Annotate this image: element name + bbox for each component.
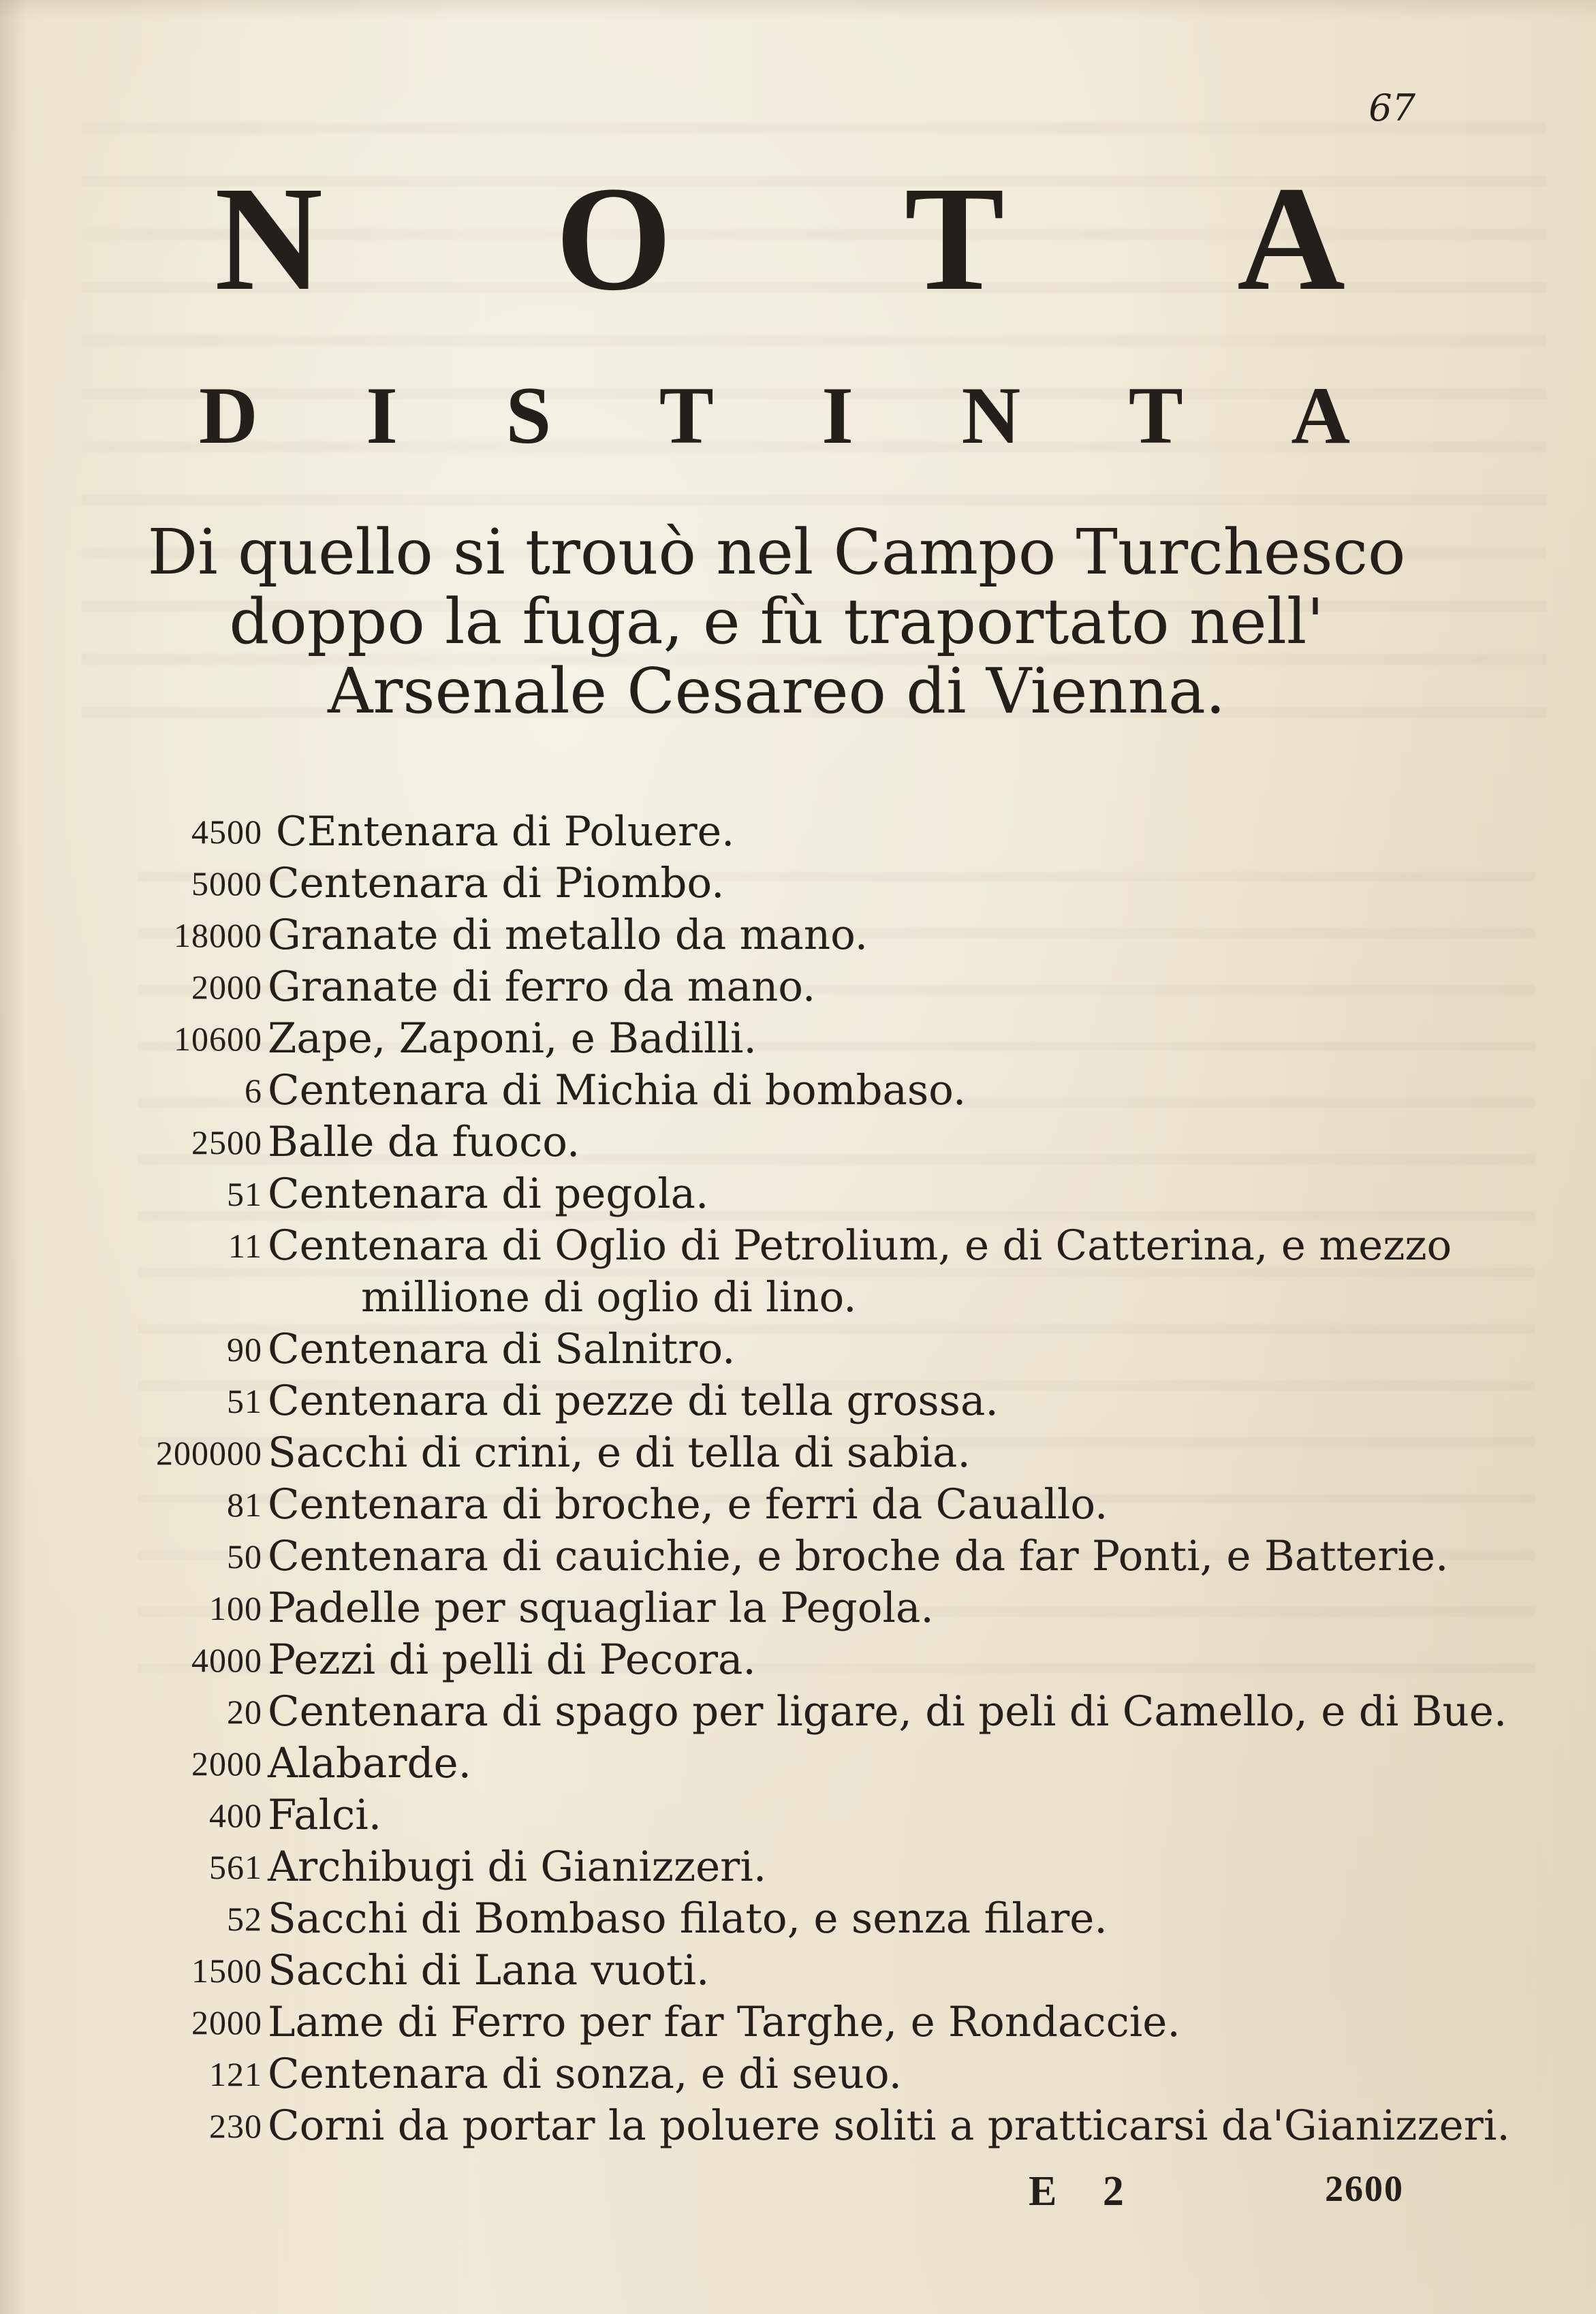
top-edge-shadow <box>0 0 1596 19</box>
quantity: 18000 <box>174 916 262 954</box>
quantity: 100 <box>209 1589 262 1627</box>
item-description: Centenara di sonza, e di seuo. <box>268 2050 902 2098</box>
quantity: 81 <box>227 1486 262 1524</box>
item-description: Pezzi di pelli di Pecora. <box>268 1636 756 1684</box>
quantity: 2000 <box>191 1745 262 1783</box>
inventory-entry <box>0 1172 1596 1222</box>
quantity: 51 <box>227 1175 262 1213</box>
title-distinta <box>199 370 1350 460</box>
subtitle-letter: D <box>199 370 258 460</box>
inventory-entry <box>0 1430 1596 1481</box>
inventory-entry <box>0 1793 1596 1843</box>
inventory-entry <box>0 2000 1596 2050</box>
quantity: 4500 <box>191 813 262 851</box>
inventory-entry <box>0 1016 1596 1067</box>
inventory-entry <box>0 1534 1596 1584</box>
subtitle-letter: I <box>822 370 854 460</box>
item-description-continued: millione di oglio di lino. <box>361 1273 857 1322</box>
subtitle-letter: T <box>1128 370 1183 460</box>
quantity: 4000 <box>191 1641 262 1679</box>
item-description: Padelle per squagliar la Pegola. <box>268 1584 934 1632</box>
inventory-entry <box>0 1379 1596 1429</box>
item-description: Sacchi di Bombaso filato, e senza filare. <box>268 1894 1108 1943</box>
subtitle-letter: A <box>1291 370 1350 460</box>
document-description <box>102 518 1451 726</box>
quantity: 200000 <box>156 1434 262 1472</box>
inventory-entry <box>0 2101 1596 2154</box>
catchword: 2600 <box>1325 2168 1404 2209</box>
printer-signature: E 2 <box>1029 2168 1142 2215</box>
inventory-entry <box>0 1689 1596 1740</box>
title-letter: N <box>215 155 323 322</box>
title-letter: O <box>555 155 672 322</box>
description-line: doppo la fuga, e fù traportato nell' <box>229 585 1324 658</box>
subtitle-letter: S <box>505 370 552 460</box>
page-number: 67 <box>1368 87 1415 129</box>
quantity: 2000 <box>191 2003 262 2042</box>
title-letter: T <box>904 155 1005 322</box>
item-description: Balle da fuoco. <box>268 1118 580 1166</box>
description-line: Arsenale Cesareo di Vienna. <box>327 655 1226 728</box>
item-description: Centenara di spago per ligare, di peli di Camello, e di Bue. <box>268 1687 1507 1736</box>
item-description: Centenara di broche, e ferri da Cauallo. <box>268 1480 1108 1529</box>
inventory-entry <box>0 2052 1596 2102</box>
quantity: 230 <box>209 2107 262 2145</box>
quantity: 1500 <box>191 1952 262 1990</box>
inventory-entry <box>0 1327 1596 1377</box>
quantity: 90 <box>227 1330 262 1369</box>
inventory-entry <box>0 1223 1596 1274</box>
inventory-entry <box>0 965 1596 1015</box>
inventory-entry <box>0 1845 1596 1895</box>
item-description: CEntenara di Poluere. <box>276 808 735 856</box>
item-description: Centenara di pezze di tella grossa. <box>268 1377 999 1425</box>
quantity: 51 <box>227 1382 262 1420</box>
quantity: 10600 <box>174 1020 262 1058</box>
item-description: Centenara di cauichie, e broche da far Ponti, e Batterie. <box>268 1532 1449 1580</box>
quantity: 6 <box>245 1072 262 1110</box>
quantity: 50 <box>227 1537 262 1576</box>
item-description: Granate di ferro da mano. <box>268 963 816 1011</box>
inventory-entry <box>0 1896 1596 1947</box>
title-nota <box>215 155 1345 322</box>
quantity: 2000 <box>191 968 262 1006</box>
item-description: Centenara di Salnitro. <box>268 1325 736 1373</box>
item-description: Archibugi di Gianizzeri. <box>268 1843 767 1891</box>
quantity: 11 <box>228 1227 262 1265</box>
item-description: Zape, Zaponi, e Badilli. <box>268 1014 757 1063</box>
inventory-entry-continuation <box>0 1275 1596 1326</box>
inventory-entry <box>0 809 1596 860</box>
item-description: Falci. <box>268 1791 382 1839</box>
subtitle-letter: N <box>961 370 1021 460</box>
subtitle-letter: T <box>659 370 714 460</box>
item-description: Sacchi di Lana vuoti. <box>268 1946 710 1995</box>
quantity: 121 <box>209 2055 262 2093</box>
title-letter: A <box>1237 155 1345 322</box>
inventory-entry <box>0 1586 1596 1636</box>
inventory-entry <box>0 861 1596 911</box>
item-description: Centenara di Michia di bombaso. <box>268 1066 967 1114</box>
quantity: 2500 <box>191 1123 262 1161</box>
quantity: 20 <box>227 1693 262 1731</box>
item-description: Centenara di pegola. <box>268 1170 709 1218</box>
inventory-entry <box>0 913 1596 963</box>
item-description: Centenara di Piombo. <box>268 859 725 907</box>
quantity: 561 <box>209 1848 262 1886</box>
inventory-entry <box>0 1741 1596 1792</box>
inventory-entry <box>0 1068 1596 1119</box>
item-description: Corni da portar la poluere soliti a pratticarsi da'Gianizzeri. <box>268 2101 1510 2150</box>
inventory-entry <box>0 1482 1596 1533</box>
item-description: Centenara di Oglio di Petrolium, e di Catterina, e mezzo <box>268 1221 1452 1270</box>
quantity: 5000 <box>191 864 262 903</box>
description-line: Di quello si trouò nel Campo Turchesco <box>147 516 1406 589</box>
item-description: Granate di metallo da mano. <box>268 911 869 959</box>
item-description: Sacchi di crini, e di tella di sabia. <box>268 1428 971 1477</box>
inventory-entry <box>0 1948 1596 1999</box>
inventory-entry <box>0 1120 1596 1170</box>
item-description: Lame di Ferro per far Targhe, e Rondaccie. <box>268 1998 1180 2046</box>
item-description: Alabarde. <box>268 1739 472 1787</box>
subtitle-letter: I <box>366 370 398 460</box>
quantity: 400 <box>209 1796 262 1834</box>
inventory-entry <box>0 1638 1596 1688</box>
quantity: 52 <box>227 1900 262 1938</box>
